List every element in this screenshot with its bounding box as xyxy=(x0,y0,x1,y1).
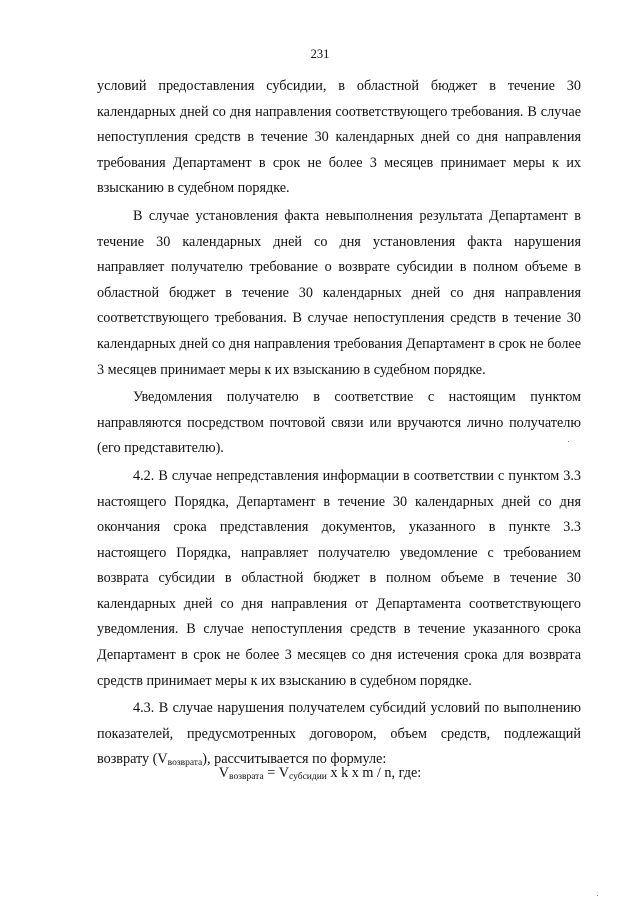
formula xyxy=(0,762,640,788)
formula-equals: = xyxy=(263,765,279,781)
body-text xyxy=(97,74,581,779)
paragraph-5-tail: ), рассчитывается по формуле: xyxy=(202,751,387,768)
paragraph-3: Уведомления получателю в соответствие с настоящим пунктом направляются посредством почтовой связи или вручаются лично получателю (его представителю). xyxy=(97,389,581,457)
formula-v1: V xyxy=(218,765,230,781)
paragraph-5-subscript: возврата xyxy=(167,758,203,769)
formula-v1-subscript: возврата xyxy=(229,772,264,782)
paragraph-2: В случае установления факта невыполнения результата Департамент в течение 30 календарных дней со дня установления факта нарушения направляет получателю требование о возврате субсидии в полном объеме в областной бюджет в течение 30 календарных дней со дня направления соответствующего требования. В случае непоступления средств в течение 30 календарных дней со дня направления требования Департамент в срок не более 3 месяцев принимает меры к их взысканию в судебном порядке. xyxy=(97,207,581,378)
scan-speck xyxy=(597,895,598,896)
paragraph-5-text: 4.3. В случае нарушения получателем субсидий условий по выполнению показателей, предусмотренных договором, объем средств, подлежащий возврату (V xyxy=(97,700,581,768)
formula-rest: x k x m / n, где: xyxy=(326,765,422,781)
page-number: 231 xyxy=(310,47,330,61)
scan-speck xyxy=(568,441,569,442)
paragraph-1: условий предоставления субсидии, в областной бюджет в течение 30 календарных дней со дня направления соответствующего требования. В случае непоступления средств в течение 30 календарных дней со дня направления требования Департамент в срок не более 3 месяцев принимает меры к их взысканию в судебном порядке. xyxy=(97,78,581,197)
formula-v2: V xyxy=(278,765,290,781)
formula-v2-subscript: субсидии xyxy=(289,772,327,782)
paragraph-4: 4.2. В случае непредставления информации в соответствии с пунктом 3.3 настоящего Порядка, Департамент в течение 30 календарных дней со дня окончания срока представления документов, указанного в пункте 3.3 настоящего Порядка, направляет получателю уведомление с требованием возврата субсидии в областной бюджет в полном объеме в течение 30 календарных дней со дня направления от Департамента соответствующего уведомления. В случае непоступления средств в течение указанного срока Департамент в срок не более 3 месяцев со дня истечения срока для возврата средств принимает меры к их взысканию в судебном порядке. xyxy=(97,467,581,689)
